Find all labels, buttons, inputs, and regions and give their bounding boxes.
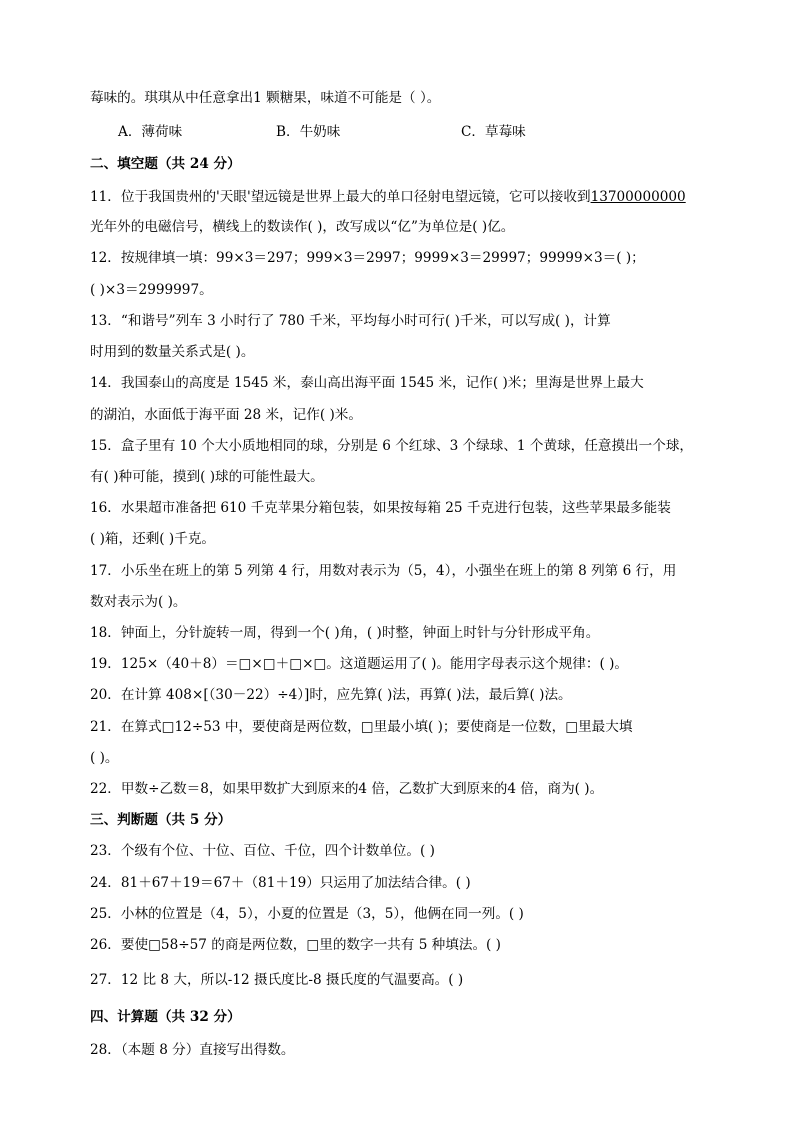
question-24: 24．81＋67＋19＝67＋（81＋19）只运用了加法结合律。( ) — [90, 875, 471, 891]
question-21-line-2: ( )。 — [90, 750, 119, 766]
question-14-line-2: 的湖泊，水面低于海平面 28 米，记作( )米。 — [90, 407, 362, 423]
question-11-line-2: 光年外的电磁信号，横线上的数读作( )，改写成以“亿”为单位是( )亿。 — [90, 219, 515, 235]
section-fill-in-heading: 二、填空题（共 24 分） — [90, 156, 241, 172]
option-b: B．牛奶味 — [276, 124, 341, 140]
question-22: 22．甲数÷乙数＝8，如果甲数扩大到原来的4 倍，乙数扩大到原来的4 倍，商为( )。 — [90, 781, 604, 797]
question-17-line-2: 数对表示为( )。 — [90, 594, 187, 610]
section-judgement-heading: 三、判断题（共 5 分） — [90, 812, 232, 828]
question-25: 25．小林的位置是（4，5），小夏的位置是（3，5），他俩在同一列。( ) — [90, 906, 524, 922]
question-15-line-1: 15．盒子里有 10 个大小质地相同的球，分别是 6 个红球、3 个绿球、1 个黄球，任意摸出一个球， — [90, 438, 694, 454]
question-23: 23．个级有个位、十位、百位、千位，四个计数单位。( ) — [90, 843, 435, 859]
question-27: 27．12 比 8 大，所以-12 摄氏度比-8 摄氏度的气温要高。( ) — [90, 972, 464, 988]
question-26: 26．要使□58÷57 的商是两位数，□里的数字一共有 5 种填法。( ) — [90, 937, 501, 953]
question-11-line-1 — [90, 187, 686, 207]
question-28: 28．（本题 8 分）直接写出得数。 — [90, 1042, 295, 1058]
question-13-line-2: 时用到的数量关系式是( )。 — [90, 344, 255, 360]
question-19: 19．125×（40＋8）＝□×□＋□×□。这道题运用了( )。能用字母表示这个规律：( )。 — [90, 656, 629, 672]
option-c: C．草莓味 — [461, 124, 526, 140]
question-14-line-1: 14．我国泰山的高度是 1545 米，泰山高出海平面 1545 米，记作( )米；里海是世界上最大 — [90, 375, 644, 391]
question-12-line-2: ( )×3＝2999997。 — [90, 282, 213, 298]
question-20: 20．在计算 408×[（30－22）÷4）]时，应先算( )法，再算( )法，最后算( )法。 — [90, 687, 572, 703]
option-a: A．薄荷味 — [118, 124, 183, 140]
underlined-number: 13700000000 — [590, 189, 686, 205]
question-10-continued: 莓味的。琪琪从中任意拿出1 颗糖果，味道不可能是（ ）。 — [90, 90, 441, 106]
question-16-line-1: 16．水果超市准备把 610 千克苹果分箱包装，如果按每箱 25 千克进行包装，这些苹果最多能装 — [90, 500, 671, 516]
section-calculation-heading: 四、计算题（共 32 分） — [90, 1009, 241, 1025]
question-18: 18．钟面上，分针旋转一周，得到一个( )角，( )时整，钟面上时针与分针形成平角。 — [90, 625, 600, 641]
question-12-line-1: 12．按规律填一填：99×3＝297；999×3＝2997；9999×3＝29997；99999×3＝( )； — [90, 250, 645, 266]
question-13-line-1: 13．“和谐号”列车 3 小时行了 780 千米，平均每小时可行( )千米，可以写成( )，计算 — [90, 313, 611, 329]
question-21-line-1: 21．在算式□12÷53 中，要使商是两位数，□里最小填( )；要使商是一位数，□里最大填 — [90, 719, 633, 735]
question-15-line-2: 有( )种可能，摸到( )球的可能性最大。 — [90, 469, 324, 485]
question-11-text: 11．位于我国贵州的'天眼'望远镜是世界上最大的单口径射电望远镜，它可以接收到 — [90, 189, 591, 205]
question-17-line-1: 17．小乐坐在班上的第 5 列第 4 行，用数对表示为（5，4），小强坐在班上的第 8 列第 6 行，用 — [90, 563, 677, 579]
question-16-line-2: ( )箱，还剩( )千克。 — [90, 531, 216, 547]
